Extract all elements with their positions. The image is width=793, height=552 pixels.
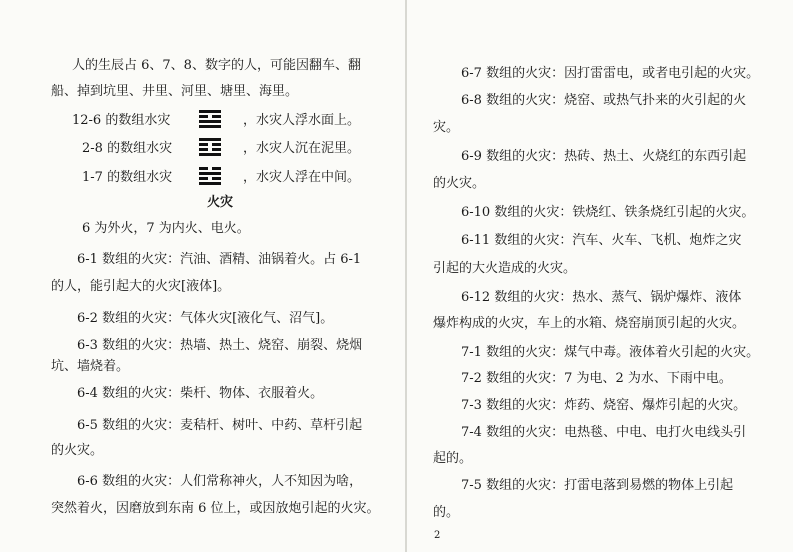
text-line: 突然着火，因磨放到东南 6 位上，或因放炮引起的火灾。 xyxy=(51,501,380,516)
text-line: 6-7 数组的火灾：因打雷雷电，或者电引起的火灾。 xyxy=(461,66,760,81)
text-line: 的人，能引起大的火灾[液体]。 xyxy=(51,279,231,294)
right-page xyxy=(405,0,793,552)
text-line: 2-8 的数组水灾 xyxy=(82,141,173,156)
text-line: 6-9 数组的火灾：热砖、热土、火烧红的东西引起 xyxy=(461,149,747,164)
text-line: 6-5 数组的火灾：麦秸杆、树叶、中药、草杆引起 xyxy=(77,418,363,433)
text-line: 6-4 数组的火灾：柴杆、物体、衣服着火。 xyxy=(77,386,324,401)
text-line: 7-5 数组的火灾：打雷电落到易燃的物体上引起 xyxy=(461,478,734,493)
text-line: 6-8 数组的火灾：烧窑、或热气扑来的火引起的火 xyxy=(461,93,747,108)
text-line: 船、掉到坑里、井里、河里、塘里、海里。 xyxy=(51,84,299,99)
hexagram-1-7-icon xyxy=(199,167,221,185)
text-line: ，水灾人浮在中间。 xyxy=(243,170,361,185)
text-line: 7-3 数组的火灾：炸药、烧窑、爆炸引起的火灾。 xyxy=(461,398,747,413)
text-line: 坑、墙烧着。 xyxy=(51,359,130,374)
text-line: 爆炸构成的火灾，车上的水箱、烧窑崩顶引起的火灾。 xyxy=(433,316,746,331)
page-number: 2 xyxy=(434,530,441,541)
text-line: 人的生辰占 6、7、8、数字的人，可能因翻车、翻 xyxy=(72,58,361,73)
text-line: 12-6 的数组水灾 xyxy=(72,113,171,128)
text-line: 6-12 数组的火灾：热水、蒸气、锅炉爆炸、液体 xyxy=(461,290,742,305)
text-line: 6-2 数组的火灾：气体火灾[液化气、沼气]。 xyxy=(77,311,334,326)
text-line: 的火灾。 xyxy=(433,176,486,191)
section-heading: 火灾 xyxy=(207,195,234,210)
text-line: ，水灾人浮水面上。 xyxy=(243,113,361,128)
text-line: ，水灾人沉在泥里。 xyxy=(243,141,361,156)
text-line: 灾。 xyxy=(433,120,460,135)
text-line: 1-7 的数组水灾 xyxy=(82,170,173,185)
text-line: 7-4 数组的火灾：电热毯、中电、电打火电线头引 xyxy=(461,425,747,440)
text-line: 6-11 数组的火灾：汽车、火车、飞机、炮炸之灾 xyxy=(461,233,742,248)
text-line: 的火灾。 xyxy=(51,443,104,458)
text-line: 6-10 数组的火灾：铁烧红、铁条烧红引起的火灾。 xyxy=(461,205,755,220)
text-line: 7-1 数组的火灾：煤气中毒。液体着火引起的火灾。 xyxy=(461,345,760,360)
text-line: 起的。 xyxy=(433,451,473,466)
text-line: 6-3 数组的火灾：热墙、热土、烧窑、崩裂、烧烟 xyxy=(77,338,363,353)
text-line: 6 为外火，7 为内火、电火。 xyxy=(82,221,250,236)
text-line: 引起的大火造成的火灾。 xyxy=(433,261,577,276)
text-line: 的。 xyxy=(433,505,460,520)
hexagram-2-8-icon xyxy=(199,138,221,156)
text-line: 6-1 数组的火灾：汽油、酒精、油锅着火。占 6-1 xyxy=(77,252,362,267)
text-line: 7-2 数组的火灾：7 为电、2 为水、下雨中电。 xyxy=(461,371,732,386)
hexagram-12-6-icon xyxy=(199,110,221,128)
text-line: 6-6 数组的火灾：人们常称神火，人不知因为啥， xyxy=(77,474,363,489)
